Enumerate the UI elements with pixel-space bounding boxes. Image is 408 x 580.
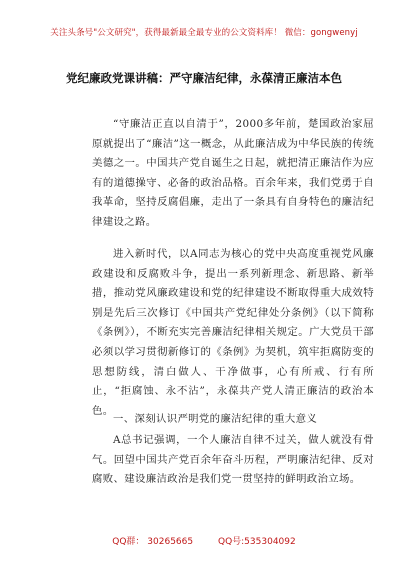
paragraph-significance: A总书记强调，一个人廉洁自律不过关，做人就没有骨气。回望中国共产党百余年奋斗历程，严明廉洁纪律、反对腐败、建设廉洁政治是我们党一贯坚持的鲜明政治立场。: [92, 434, 374, 486]
footer-contact: [0, 534, 408, 547]
paragraph-intro: “守廉洁正直以自清于”，2000多年前，楚国政治家屈原就提出了“廉洁”这一概念，从此廉洁成为中华民族的传统美德之一。中国共产党自诞生之日起，就把清正廉洁作为应有的道德操守、必备的政治品格。百余年来，我们党勇于自我革命，坚持反腐倡廉，走出了一条具有自身特色的廉洁纪律建设之路。: [92, 118, 374, 228]
document-title: 党纪廉政党课讲稿：严守廉洁纪律，永葆清正廉洁本色: [66, 71, 342, 85]
header-notice: 关注头条号"公文研究"，获得最新最全最专业的公文资料库！ 微信：gongwenyj: [50, 28, 358, 38]
qq-number: QQ号:535304092: [217, 537, 296, 547]
section-heading-one: 一、深刻认识严明党的廉洁纪律的重大意义: [113, 413, 318, 425]
paragraph-new-era: 进入新时代，以A同志为核心的党中央高度重视党风廉政建设和反腐败斗争，提出一系列新理念、新思路、新举措，推动党风廉政建设和党的纪律建设不断取得重大成效特别是先后三次修订《中国共产党纪律处分条例》（以下简称《条例》），不断充实完善廉洁纪律相关规定。广大党员干部必须以学习贯彻新修订的《条例》为契机，筑牢拒腐防变的思想防线，清白做人、干净做事，心有所戒、行有所止，“拒腐蚀、永不沾”，永葆共产党人清正廉洁的政治本色。: [92, 248, 374, 417]
qq-group: QQ群： 30265665: [112, 537, 194, 547]
